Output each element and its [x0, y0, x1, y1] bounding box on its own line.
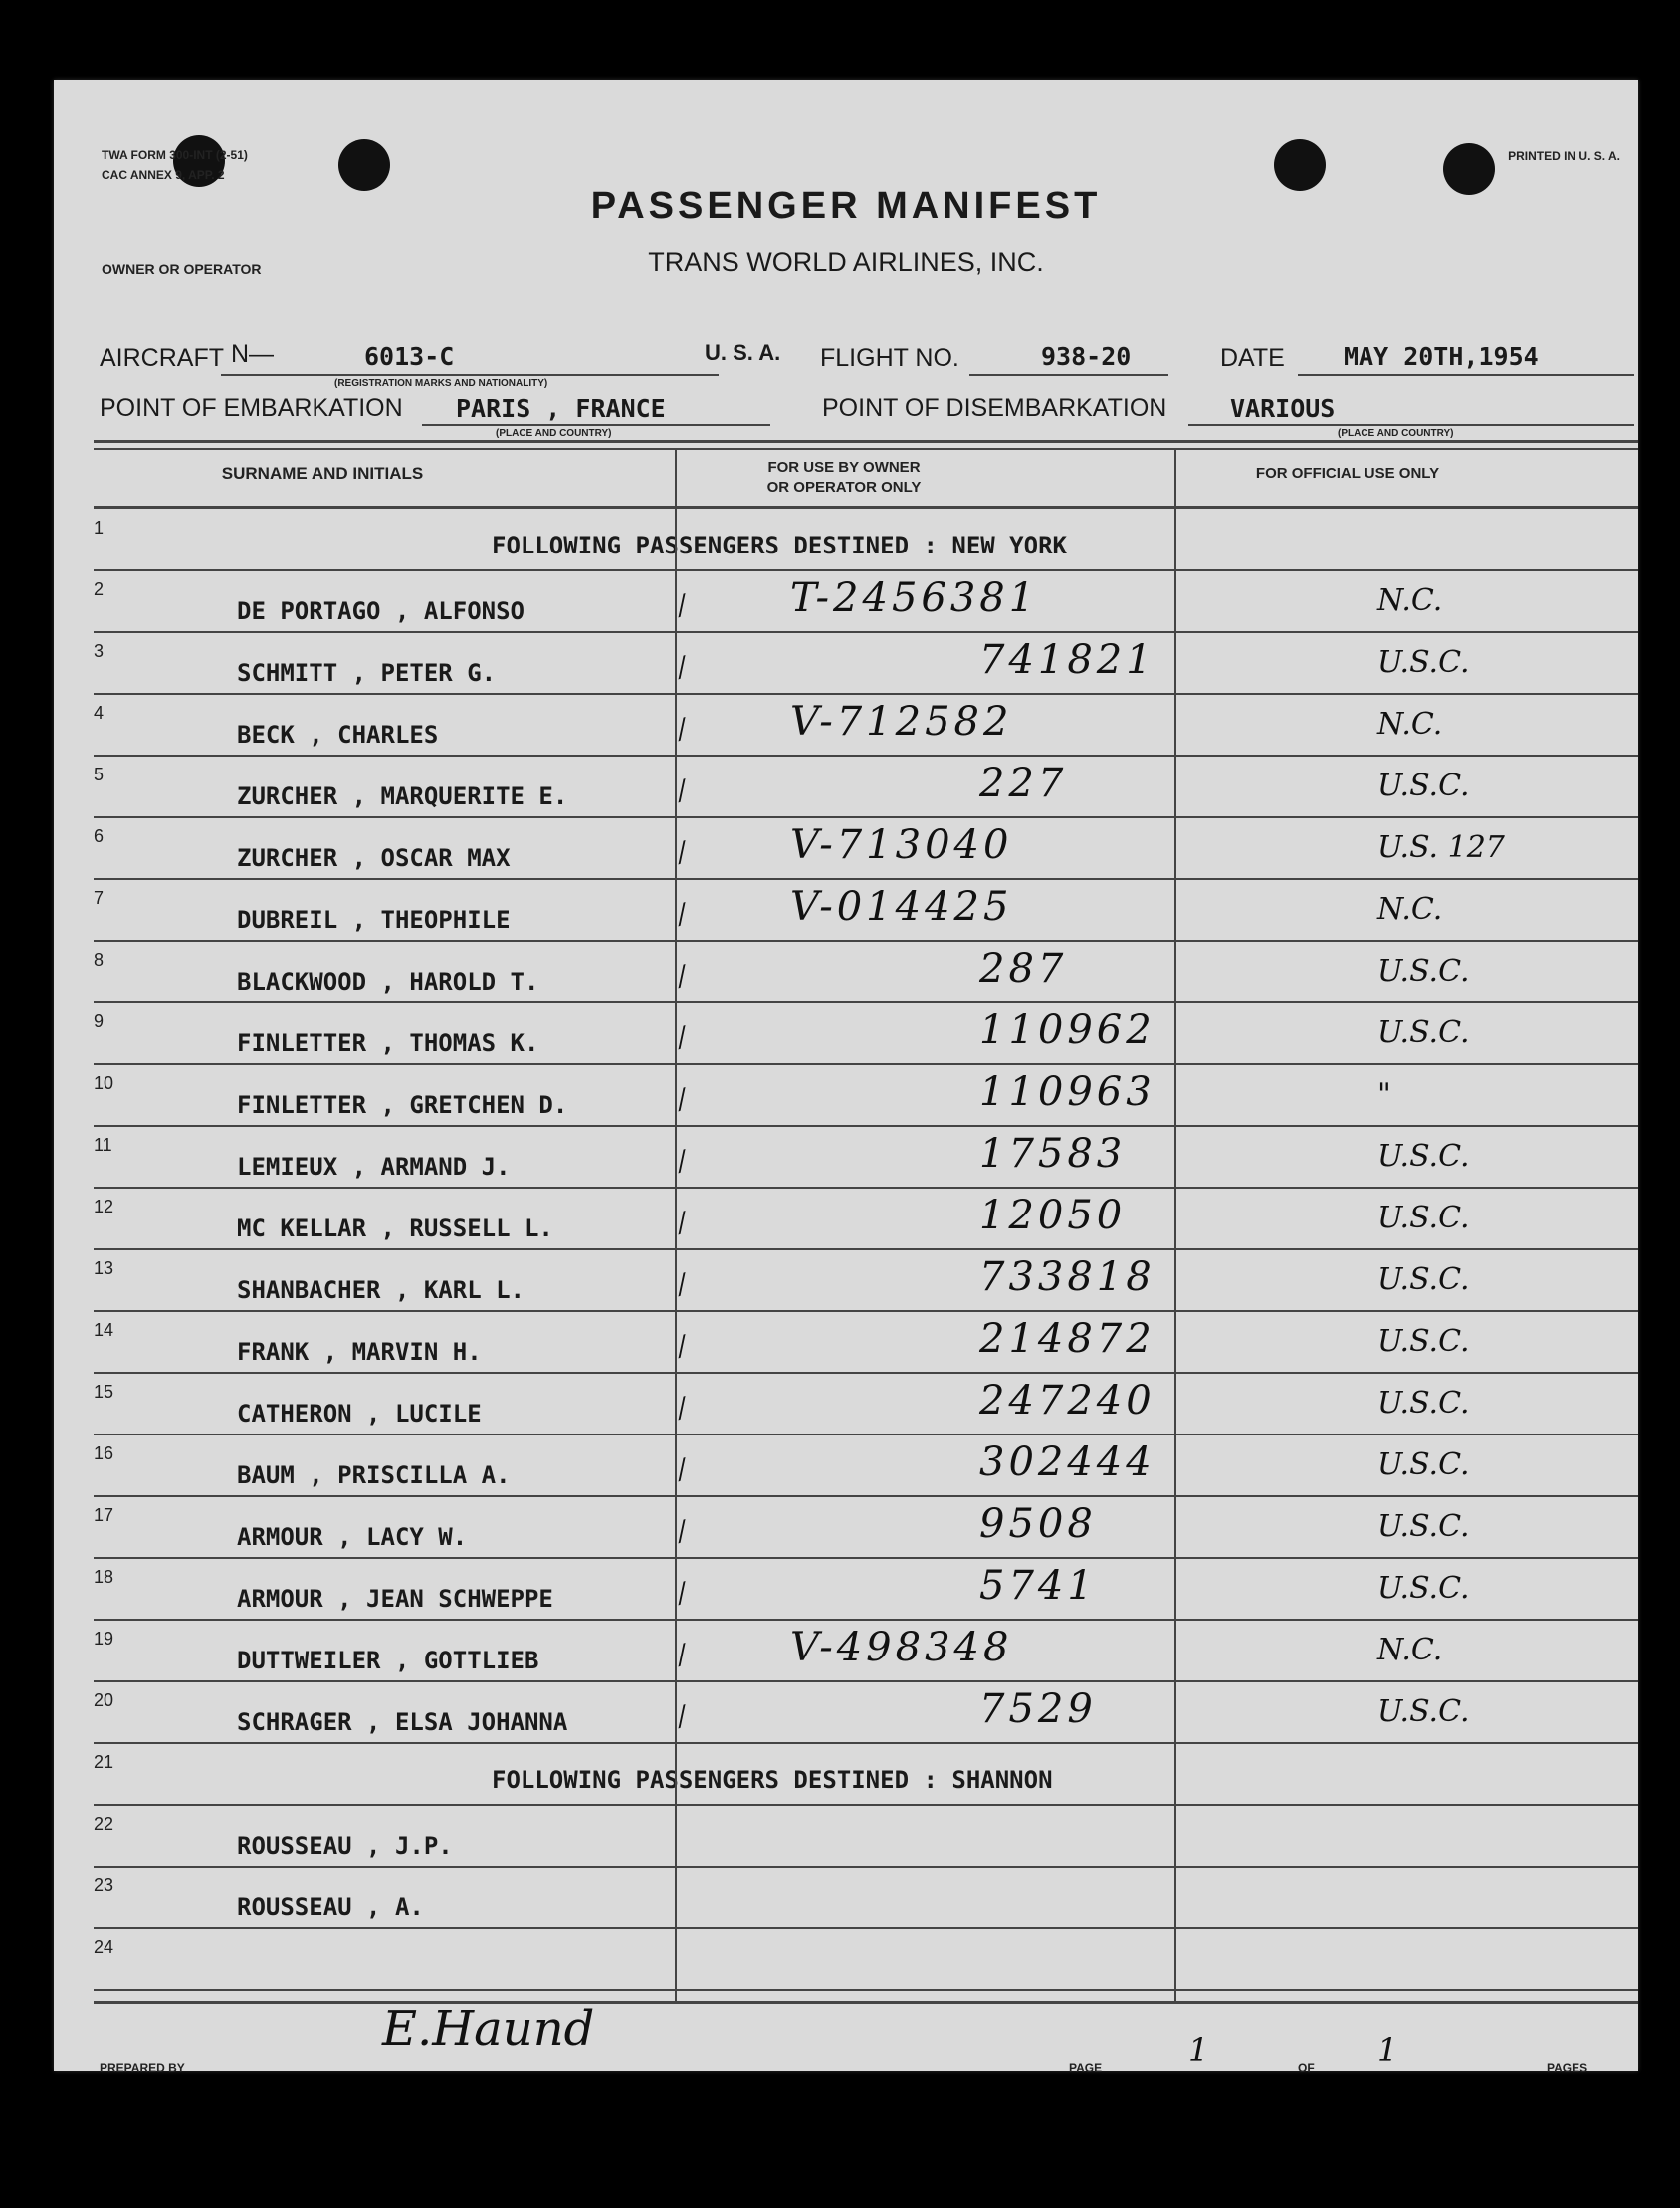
check-mark: ∕	[675, 1330, 692, 1363]
table-row	[94, 1063, 1638, 1127]
passenger-name: DUBREIL , THEOPHILE	[237, 906, 511, 934]
column-header-official: FOR OFFICIAL USE ONLY	[1255, 465, 1440, 482]
row-number: 1	[94, 518, 105, 538]
row-number: 13	[94, 1258, 114, 1278]
prepared-by-label: PREPARED BY	[100, 2061, 185, 2075]
check-mark: ∕	[675, 898, 692, 931]
passenger-name: BECK , CHARLES	[237, 721, 439, 749]
table-row	[94, 816, 1638, 880]
date-label: DATE	[1220, 344, 1285, 372]
table-row	[94, 1557, 1638, 1621]
registration-caption: (REGISTRATION MARKS AND NATIONALITY)	[334, 378, 548, 389]
row-number: 8	[94, 950, 105, 970]
table-row	[94, 1742, 1638, 1806]
table-row	[94, 1372, 1638, 1435]
passenger-name: CATHERON , LUCILE	[237, 1400, 482, 1428]
row-number: 14	[94, 1320, 114, 1340]
check-mark: ∕	[675, 836, 692, 869]
passenger-name: ARMOUR , JEAN SCHWEPPE	[237, 1585, 553, 1613]
table-row	[94, 1125, 1638, 1189]
table-row	[94, 569, 1638, 633]
flight-label: FLIGHT NO.	[820, 344, 959, 372]
owner-reference-number: 9508	[979, 1501, 1097, 1547]
row-number: 17	[94, 1505, 114, 1525]
row-number: 11	[94, 1135, 112, 1155]
row-number: 2	[94, 579, 105, 599]
passenger-name: FINLETTER , GRETCHEN D.	[237, 1091, 568, 1119]
page-title: PASSENGER MANIFEST	[590, 185, 1102, 227]
check-mark: ∕	[675, 1639, 692, 1671]
table-row	[94, 508, 1638, 571]
table-row	[94, 1248, 1638, 1312]
owner-reference-number: V-014425	[790, 884, 1013, 930]
table-top-rule	[94, 440, 1638, 443]
owner-reference-number: 247240	[979, 1378, 1155, 1424]
check-mark: ∕	[675, 1577, 692, 1610]
pages-label: PAGES	[1547, 2061, 1588, 2075]
column-divider-1	[675, 448, 677, 2001]
nationality: U. S. A.	[705, 340, 781, 365]
official-status: N.C.	[1377, 707, 1443, 742]
owner-reference-number: 287	[979, 946, 1068, 992]
disembarkation-caption: (PLACE AND COUNTRY)	[1338, 428, 1454, 439]
table-row	[94, 1680, 1638, 1744]
passenger-name: MC KELLAR , RUSSELL L.	[237, 1214, 553, 1242]
row-number: 15	[94, 1382, 114, 1402]
table-row	[94, 1001, 1638, 1065]
table-row	[94, 1495, 1638, 1559]
passenger-name: SCHMITT , PETER G.	[237, 659, 497, 687]
row-number: 16	[94, 1443, 114, 1463]
owner-reference-number: 741821	[979, 637, 1155, 683]
table-row	[94, 1619, 1638, 1682]
aircraft-underline	[221, 374, 719, 376]
table-bottom-rule	[94, 2001, 1638, 2004]
row-number: 7	[94, 888, 105, 908]
official-status: U.S. 127	[1377, 830, 1505, 865]
signature: E.Haund	[382, 2001, 595, 2057]
table-row	[94, 1866, 1638, 1929]
check-mark: ∕	[675, 1700, 692, 1733]
table-row	[94, 1310, 1638, 1374]
official-status: U.S.C.	[1377, 645, 1470, 680]
official-status: N.C.	[1377, 892, 1443, 927]
column-header-surname: SURNAME AND INITIALS	[221, 464, 424, 483]
check-mark: ∕	[675, 713, 692, 746]
owner-reference-number: 17583	[979, 1131, 1127, 1177]
owner-reference-number: 302444	[979, 1439, 1155, 1485]
owner-reference-number: 5741	[979, 1563, 1097, 1609]
page-total: 1	[1377, 2031, 1398, 2069]
official-status: N.C.	[1377, 583, 1443, 618]
owner-reference-number: V-712582	[790, 699, 1013, 745]
check-mark: ∕	[675, 1515, 692, 1548]
owner-use-line2: OR OPERATOR ONLY	[766, 479, 922, 496]
aircraft-value: 6013-C	[364, 342, 455, 371]
official-status: U.S.C.	[1377, 769, 1470, 803]
owner-reference-number: 733818	[979, 1254, 1155, 1300]
table-row	[94, 693, 1638, 757]
table-row	[94, 878, 1638, 942]
row-number: 4	[94, 703, 105, 723]
table-row	[94, 631, 1638, 695]
owner-reference-number: 12050	[979, 1193, 1127, 1238]
table-row	[94, 940, 1638, 1003]
passenger-name: ZURCHER , MARQUERITE E.	[237, 782, 568, 810]
row-number: 21	[94, 1752, 114, 1772]
table-row	[94, 755, 1638, 818]
official-status: U.S.C.	[1377, 1386, 1470, 1421]
owner-reference-number: 110963	[979, 1069, 1155, 1115]
passenger-name: BLACKWOOD , HAROLD T.	[237, 968, 539, 995]
check-mark: ∕	[675, 1392, 692, 1425]
owner-reference-number: 7529	[979, 1686, 1097, 1732]
embarkation-value: PARIS , FRANCE	[456, 394, 666, 423]
check-mark: ∕	[675, 1453, 692, 1486]
check-mark: ∕	[675, 589, 692, 622]
check-mark: ∕	[675, 651, 692, 684]
passenger-name: FINLETTER , THOMAS K.	[237, 1029, 539, 1057]
check-mark: ∕	[675, 1021, 692, 1054]
row-number: 18	[94, 1567, 114, 1587]
check-mark: ∕	[675, 1268, 692, 1301]
official-status: U.S.C.	[1377, 1571, 1470, 1606]
official-status: U.S.C.	[1377, 1447, 1470, 1482]
row-number: 22	[94, 1814, 114, 1834]
row-number: 5	[94, 765, 105, 784]
disembarkation-value: VARIOUS	[1230, 394, 1336, 423]
check-mark: ∕	[675, 960, 692, 993]
embarkation-label: POINT OF EMBARKATION	[100, 394, 403, 422]
official-status: "	[1377, 1077, 1391, 1112]
owner-label: OWNER OR OPERATOR	[102, 261, 262, 277]
table-top-rule-2	[94, 448, 1638, 450]
check-mark: ∕	[675, 1083, 692, 1116]
passenger-name: ROUSSEAU , J.P.	[237, 1832, 453, 1860]
column-header-owner-use	[675, 458, 1013, 498]
embarkation-underline	[422, 424, 770, 426]
check-mark: ∕	[675, 1145, 692, 1178]
row-number: 3	[94, 641, 105, 661]
owner-reference-number: 110962	[979, 1007, 1155, 1053]
form-number	[102, 145, 248, 185]
table-row	[94, 1927, 1638, 1991]
punch-hole	[1274, 139, 1326, 191]
check-mark: ∕	[675, 774, 692, 807]
disembarkation-label: POINT OF DISEMBARKATION	[822, 394, 1167, 422]
official-status: N.C.	[1377, 1633, 1443, 1667]
passenger-name: ZURCHER , OSCAR MAX	[237, 844, 511, 872]
owner-reference-number: V-713040	[790, 822, 1013, 868]
form-number-line1: TWA FORM 300-INT (2-51)	[102, 148, 248, 162]
column-divider-2	[1174, 448, 1176, 2001]
owner-use-line1: FOR USE BY OWNER	[767, 459, 921, 476]
destination-heading: FOLLOWING PASSENGERS DESTINED : SHANNON	[492, 1766, 1053, 1794]
passenger-name: SHANBACHER , KARL L.	[237, 1276, 525, 1304]
row-number: 6	[94, 826, 105, 846]
owner-reference-number: V-498348	[790, 1625, 1013, 1670]
form-number-line2: CAC ANNEX 9, APP. 2	[102, 168, 225, 182]
passenger-name: ROUSSEAU , A.	[237, 1893, 424, 1921]
official-status: U.S.C.	[1377, 1015, 1470, 1050]
punch-hole	[338, 139, 390, 191]
passenger-name: FRANK , MARVIN H.	[237, 1338, 482, 1366]
official-status: U.S.C.	[1377, 954, 1470, 989]
check-mark: ∕	[675, 1207, 692, 1239]
flight-value: 938-20	[1041, 342, 1132, 371]
passenger-name: DUTTWEILER , GOTTLIEB	[237, 1647, 539, 1674]
official-status: U.S.C.	[1377, 1139, 1470, 1174]
date-value: MAY 20TH,1954	[1344, 342, 1539, 371]
passenger-name: DE PORTAGO , ALFONSO	[237, 597, 525, 625]
passenger-name: ARMOUR , LACY W.	[237, 1523, 468, 1551]
manifest-sheet	[54, 80, 1638, 2075]
page-number: 1	[1188, 2031, 1209, 2069]
embarkation-caption: (PLACE AND COUNTRY)	[496, 428, 612, 439]
row-number: 9	[94, 1011, 105, 1031]
airline-name: TRANS WORLD AIRLINES, INC.	[648, 247, 1044, 277]
passenger-name: BAUM , PRISCILLA A.	[237, 1461, 511, 1489]
row-number: 23	[94, 1876, 114, 1895]
row-number: 20	[94, 1690, 114, 1710]
row-number: 10	[94, 1073, 114, 1093]
table-row	[94, 1434, 1638, 1497]
flight-underline	[969, 374, 1168, 376]
official-status: U.S.C.	[1377, 1324, 1470, 1359]
table-row	[94, 1187, 1638, 1250]
official-status: U.S.C.	[1377, 1694, 1470, 1729]
date-underline	[1298, 374, 1634, 376]
passenger-name: SCHRAGER , ELSA JOHANNA	[237, 1708, 568, 1736]
destination-heading: FOLLOWING PASSENGERS DESTINED : NEW YORK	[492, 532, 1067, 559]
page-label: PAGE	[1069, 2061, 1103, 2075]
row-number: 19	[94, 1629, 114, 1649]
passenger-name: LEMIEUX , ARMAND J.	[237, 1153, 511, 1181]
official-status: U.S.C.	[1377, 1201, 1470, 1235]
owner-reference-number: 214872	[979, 1316, 1155, 1362]
official-status: U.S.C.	[1377, 1509, 1470, 1544]
of-label: OF	[1298, 2061, 1315, 2075]
row-number: 12	[94, 1197, 114, 1216]
owner-reference-number: T-2456381	[790, 575, 1039, 621]
row-number: 24	[94, 1937, 114, 1957]
aircraft-prefix: N—	[231, 340, 275, 368]
official-status: U.S.C.	[1377, 1262, 1470, 1297]
owner-reference-number: 227	[979, 761, 1068, 806]
printed-in: PRINTED IN U. S. A.	[1508, 149, 1620, 163]
disembarkation-underline	[1188, 424, 1634, 426]
table-row	[94, 1804, 1638, 1868]
aircraft-label: AIRCRAFT	[100, 344, 224, 372]
